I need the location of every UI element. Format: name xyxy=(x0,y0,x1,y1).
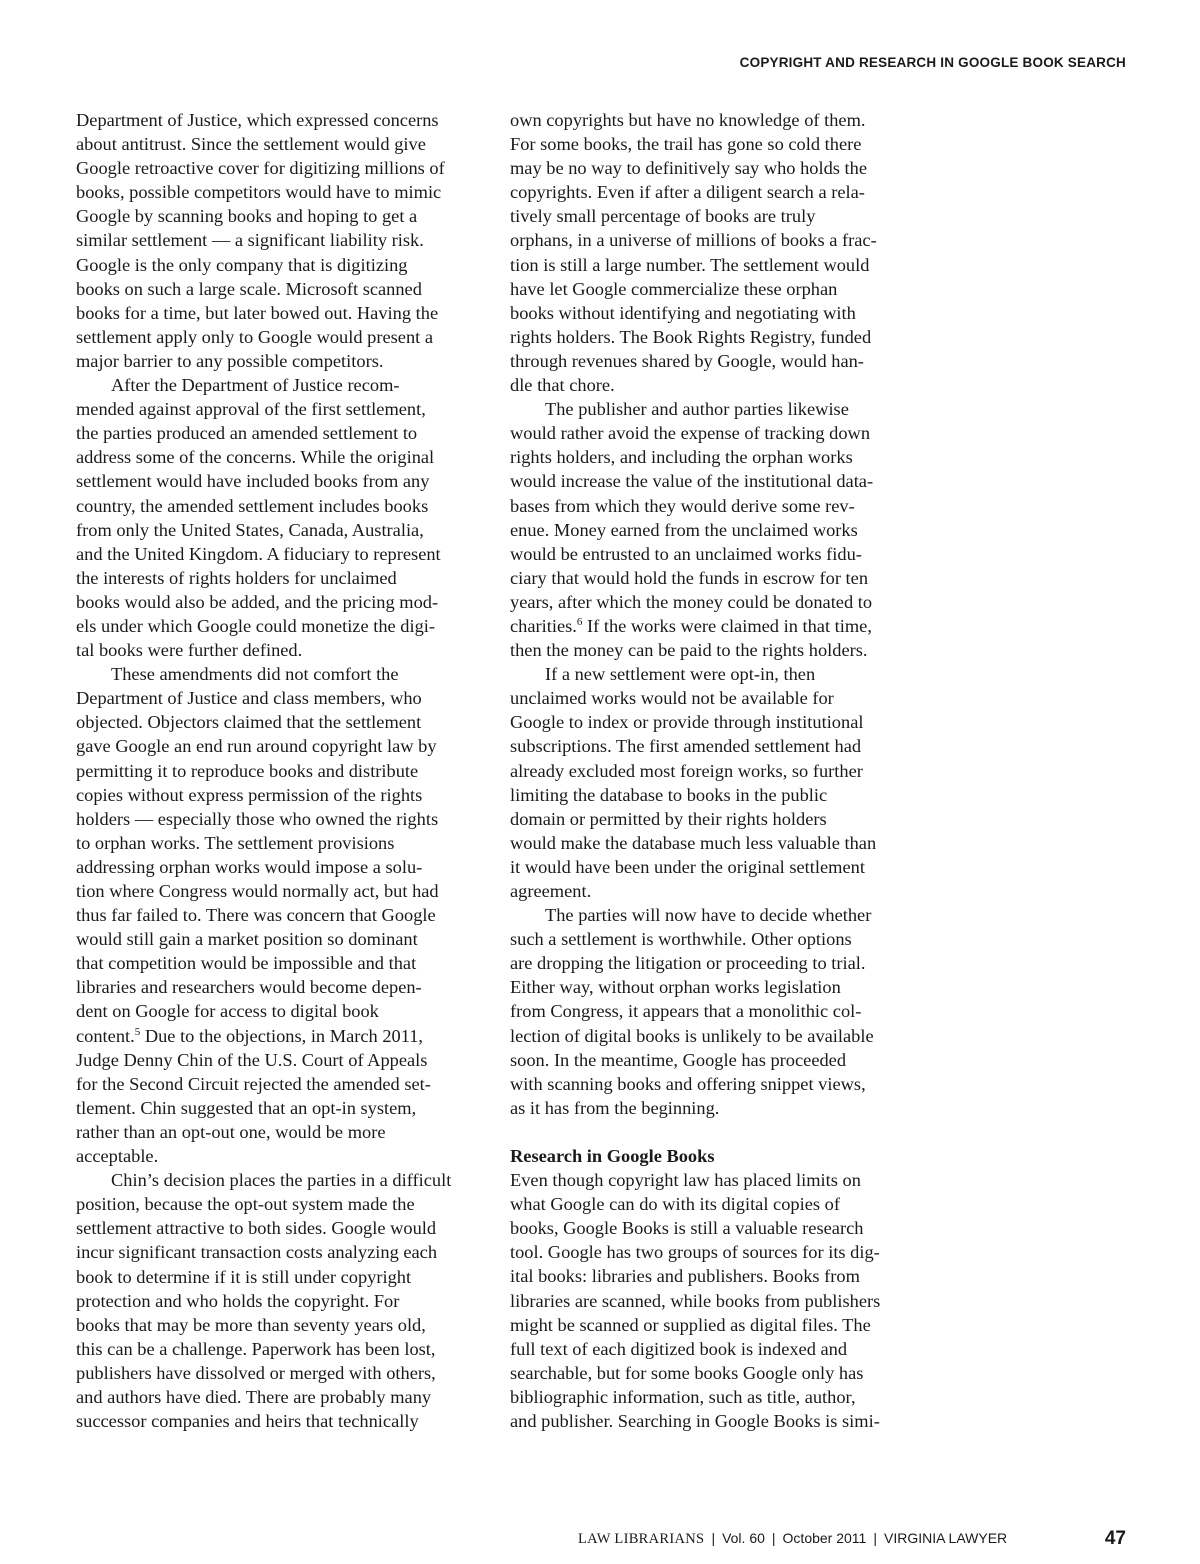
paragraph-text: The publisher and author parties likewise would rather avoid the expense of tracking down rights holders, and including the orphan works would increase the value of the institutional data- bases from which they would derive some rev- enue. Money earned from the unclaimed works would be entrusted to an unclaimed works fidu- ciary that would hold the funds in escrow for ten years, after which the money could be donated to charities. xyxy=(510,399,874,636)
right-column xyxy=(510,108,920,1433)
paragraph: After the Department of Justice recom- mended against approval of the first settlement, the parties produced an amended settlement to address some of the concerns. While the original settlement would have included books from any country, the amended settlement includes books from only the United States, Canada, Australia, and the United Kingdom. A fiduciary to represent the interests of rights holders for unclaimed books would also be added, and the pricing mod- els under which Google could monetize the digi- tal books were further defined. xyxy=(76,375,441,661)
paragraph: The parties will now have to decide whether such a settlement is worthwhile. Other options are dropping the litigation or proceeding to trial. Either way, without orphan works legislation from Congress, it appears that a monolithic col- lection of digital books is unlikely to be available soon. In the meantime, Google has proceeded with scanning books and offering snippet views, as it has from the beginning. xyxy=(510,905,874,1118)
paragraph: own copyrights but have no knowledge of them. For some books, the trail has gone so cold there may be no way to definitively say who holds the copyrights. Even if after a diligent search a rela- tively small percentage of books are truly orphans, in a universe of millions of books a frac- tion is still a large number. The settlement would have let Google commercialize these orphan books without identifying and negotiating with rights holders. The Book Rights Registry, funded through revenues shared by Google, would han- dle that chore. xyxy=(510,110,877,396)
footer-date: October 2011 xyxy=(782,1530,867,1546)
footer-publication: VIRGINIA LAWYER xyxy=(883,1530,1008,1546)
page-footer xyxy=(578,1530,1007,1548)
paragraph: Department of Justice, which expressed concerns about antitrust. Since the settlement would give Google retroactive cover for digitizing millions of books, possible competitors would have to mimic Google by scanning books and hoping to get a similar settlement — a significant liability risk. Google is the only company that is digitizing books on such a large scale. Microsoft scanned books for a time, but later bowed out. Having the settlement apply only to Google would present a major barrier to any possible competitors. xyxy=(76,110,445,371)
paragraph: If a new settlement were opt-in, then unclaimed works would not be available for Google to index or provide through institutional subscriptions. The first amended settlement had already excluded most foreign works, so further limiting the database to books in the public domain or permitted by their rights holders would make the database much less valuable than it would have been under the original settlement agreement. xyxy=(510,664,877,901)
footer-volume: Vol. 60 xyxy=(722,1530,765,1546)
page-number: 47 xyxy=(1104,1528,1126,1549)
footer-separator: | xyxy=(771,1530,776,1546)
paragraph: Even though copyright law has placed limits on what Google can do with its digital copies of books, Google Books is still a valuable research tool. Google has two groups of sources for its dig- ital books: libraries and publishers. Books from libraries are scanned, while books from publishers might be scanned or supplied as digital files. The full text of each digitized book is indexed and searchable, but for some books Google only has bibliographic information, such as title, author, and publisher. Searching in Google Books is simi- xyxy=(510,1170,881,1431)
section-heading: Research in Google Books xyxy=(510,1145,715,1166)
footer-section: LAW LIBRARIANS xyxy=(578,1531,705,1547)
paragraph-text: If the works were claimed in that time, then the money can be paid to the rights holders. xyxy=(510,615,872,661)
footnote-ref: 5 xyxy=(134,1025,141,1038)
footnote-ref: 6 xyxy=(576,615,583,628)
running-head: COPYRIGHT AND RESEARCH IN GOOGLE BOOK SEARCH xyxy=(739,55,1126,70)
paragraph-text: Due to the objections, in March 2011, Judge Denny Chin of the U.S. Court of Appeals for the Second Circuit rejected the amended set- tlement. Chin suggested that an opt-in system, rather than an opt-out one, would be more acceptable. xyxy=(76,1025,431,1167)
paragraph xyxy=(76,662,481,1168)
footer-separator: | xyxy=(873,1530,877,1546)
footer-separator: | xyxy=(711,1530,716,1546)
left-column xyxy=(76,108,481,1433)
paragraph xyxy=(510,397,920,662)
paragraph-text: These amendments did not comfort the Department of Justice and class members, who objected. Objectors claimed that the settlement gave Google an end run around copyright law by permitting it to reproduce books and distribute copies without express permission of the rights holders — especially those who owned the rights to orphan works. The settlement provisions addressing orphan works would impose a solu- tion where Congress would normally act, but had thus far failed to. There was concern that Google would still gain a market position so dominant that competition would be impossible and that libraries and researchers would become depen- dent on Google for access to digital book content. xyxy=(76,664,439,1046)
paragraph: Chin’s decision places the parties in a difficult position, because the opt-out system made the settlement attractive to both sides. Google would incur significant transaction costs analyzing each book to determine if it is still under copyright protection and who holds the copyright. For books that may be more than seventy years old, this can be a challenge. Paperwork has been lost, publishers have dissolved or merged with others, and authors have died. There are probably many successor companies and heirs that technically xyxy=(76,1170,452,1432)
